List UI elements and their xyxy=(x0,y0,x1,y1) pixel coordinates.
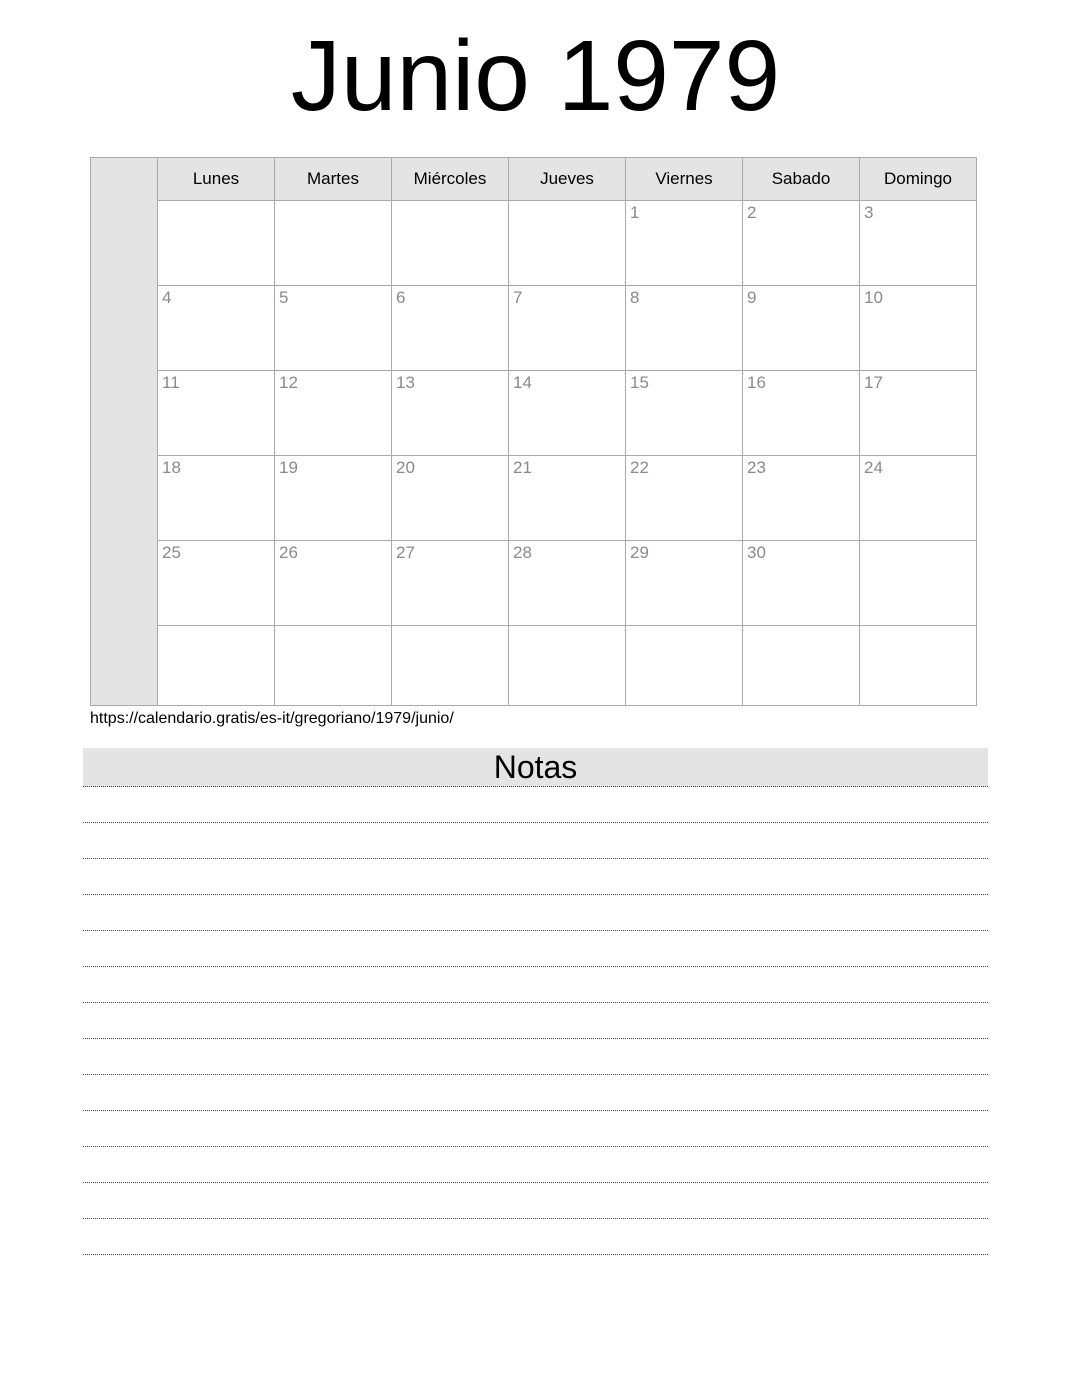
weekday-header-domingo: Domingo xyxy=(860,158,977,201)
day-cell xyxy=(860,626,977,706)
day-number xyxy=(626,637,630,639)
day-cell xyxy=(509,201,626,286)
day-number: 17 xyxy=(864,373,883,392)
day-number: 11 xyxy=(162,373,180,392)
day-number xyxy=(392,212,396,214)
day-cell xyxy=(275,541,392,626)
day-number: 1 xyxy=(630,203,640,222)
day-number: 22 xyxy=(630,458,649,477)
day-number: 30 xyxy=(747,543,766,562)
day-cell xyxy=(392,286,509,371)
day-cell xyxy=(158,201,275,286)
week-row-4 xyxy=(91,456,977,541)
day-number xyxy=(743,637,747,639)
note-line xyxy=(83,967,988,1003)
week-row-2 xyxy=(91,286,977,371)
day-number xyxy=(158,637,162,639)
day-number: 4 xyxy=(162,288,172,307)
day-cell xyxy=(743,626,860,706)
day-cell xyxy=(275,286,392,371)
day-number xyxy=(509,637,513,639)
day-cell xyxy=(275,456,392,541)
day-cell xyxy=(860,541,977,626)
day-cell xyxy=(860,286,977,371)
weekday-header-martes: Martes xyxy=(275,158,392,201)
day-cell xyxy=(743,456,860,541)
day-cell xyxy=(158,286,275,371)
day-number: 15 xyxy=(630,373,649,392)
day-cell xyxy=(158,371,275,456)
notes-header xyxy=(83,748,988,787)
day-number xyxy=(509,212,513,214)
day-number: 26 xyxy=(279,543,298,562)
day-cell xyxy=(509,456,626,541)
weekday-header-viernes: Viernes xyxy=(626,158,743,201)
weekday-header-lunes: Lunes xyxy=(158,158,275,201)
day-number: 5 xyxy=(279,288,289,307)
day-number: 29 xyxy=(630,543,649,562)
day-cell xyxy=(626,456,743,541)
day-number: 19 xyxy=(279,458,298,477)
note-line xyxy=(83,1111,988,1147)
note-line xyxy=(83,1003,988,1039)
day-cell xyxy=(860,201,977,286)
source-url-text: https://calendario.gratis/es-it/gregoriano/1979/junio/ xyxy=(90,710,454,727)
week-gutter-column xyxy=(91,158,158,706)
day-number xyxy=(275,212,279,214)
note-line xyxy=(83,1147,988,1183)
day-cell xyxy=(275,371,392,456)
weekday-header-miercoles: Miércoles xyxy=(392,158,509,201)
note-line xyxy=(83,931,988,967)
page-title: Junio 1979 xyxy=(290,20,781,132)
note-line xyxy=(83,823,988,859)
day-number: 27 xyxy=(396,543,415,562)
day-cell xyxy=(392,201,509,286)
day-cell xyxy=(509,286,626,371)
week-row-3 xyxy=(91,371,977,456)
day-number: 2 xyxy=(747,203,757,222)
day-number: 21 xyxy=(513,458,532,477)
day-number: 12 xyxy=(279,373,298,392)
day-cell xyxy=(392,541,509,626)
day-cell xyxy=(743,541,860,626)
day-number: 8 xyxy=(630,288,640,307)
day-number: 14 xyxy=(513,373,532,392)
note-line xyxy=(83,895,988,931)
weekday-header-jueves: Jueves xyxy=(509,158,626,201)
day-number: 13 xyxy=(396,373,415,392)
day-cell xyxy=(275,201,392,286)
day-cell xyxy=(743,201,860,286)
calendar-table xyxy=(90,157,977,706)
day-number xyxy=(392,637,396,639)
day-cell xyxy=(392,456,509,541)
day-number: 16 xyxy=(747,373,766,392)
note-line xyxy=(83,1075,988,1111)
day-number: 24 xyxy=(864,458,883,477)
note-line xyxy=(83,1039,988,1075)
day-number: 9 xyxy=(747,288,757,307)
day-number xyxy=(275,637,279,639)
note-line xyxy=(83,787,988,823)
day-cell xyxy=(626,371,743,456)
day-cell xyxy=(860,456,977,541)
day-cell xyxy=(743,286,860,371)
day-cell xyxy=(392,371,509,456)
weekday-header-sabado: Sabado xyxy=(743,158,860,201)
note-line xyxy=(83,1219,988,1255)
week-row-6 xyxy=(91,626,977,706)
day-cell xyxy=(509,371,626,456)
day-number: 23 xyxy=(747,458,766,477)
day-cell xyxy=(626,541,743,626)
day-number xyxy=(158,212,162,214)
day-number: 3 xyxy=(864,203,874,222)
day-cell xyxy=(860,371,977,456)
day-number: 20 xyxy=(396,458,415,477)
day-cell xyxy=(509,541,626,626)
day-cell xyxy=(626,286,743,371)
day-cell xyxy=(158,456,275,541)
day-cell xyxy=(275,626,392,706)
day-number: 7 xyxy=(513,288,523,307)
day-cell xyxy=(509,626,626,706)
day-cell xyxy=(392,626,509,706)
day-cell xyxy=(743,371,860,456)
day-number: 28 xyxy=(513,543,532,562)
day-cell xyxy=(626,626,743,706)
day-cell xyxy=(158,626,275,706)
notes-title: Notas xyxy=(493,749,578,785)
day-number xyxy=(860,637,864,639)
week-row-1 xyxy=(91,201,977,286)
day-number: 18 xyxy=(162,458,181,477)
day-number: 10 xyxy=(864,288,883,307)
day-number xyxy=(860,552,864,554)
weekday-header-row xyxy=(91,158,977,201)
note-lines xyxy=(83,787,988,1255)
note-line xyxy=(83,1183,988,1219)
day-cell xyxy=(626,201,743,286)
day-cell xyxy=(158,541,275,626)
day-number: 6 xyxy=(396,288,406,307)
day-number: 25 xyxy=(162,543,181,562)
note-line xyxy=(83,859,988,895)
week-row-5 xyxy=(91,541,977,626)
